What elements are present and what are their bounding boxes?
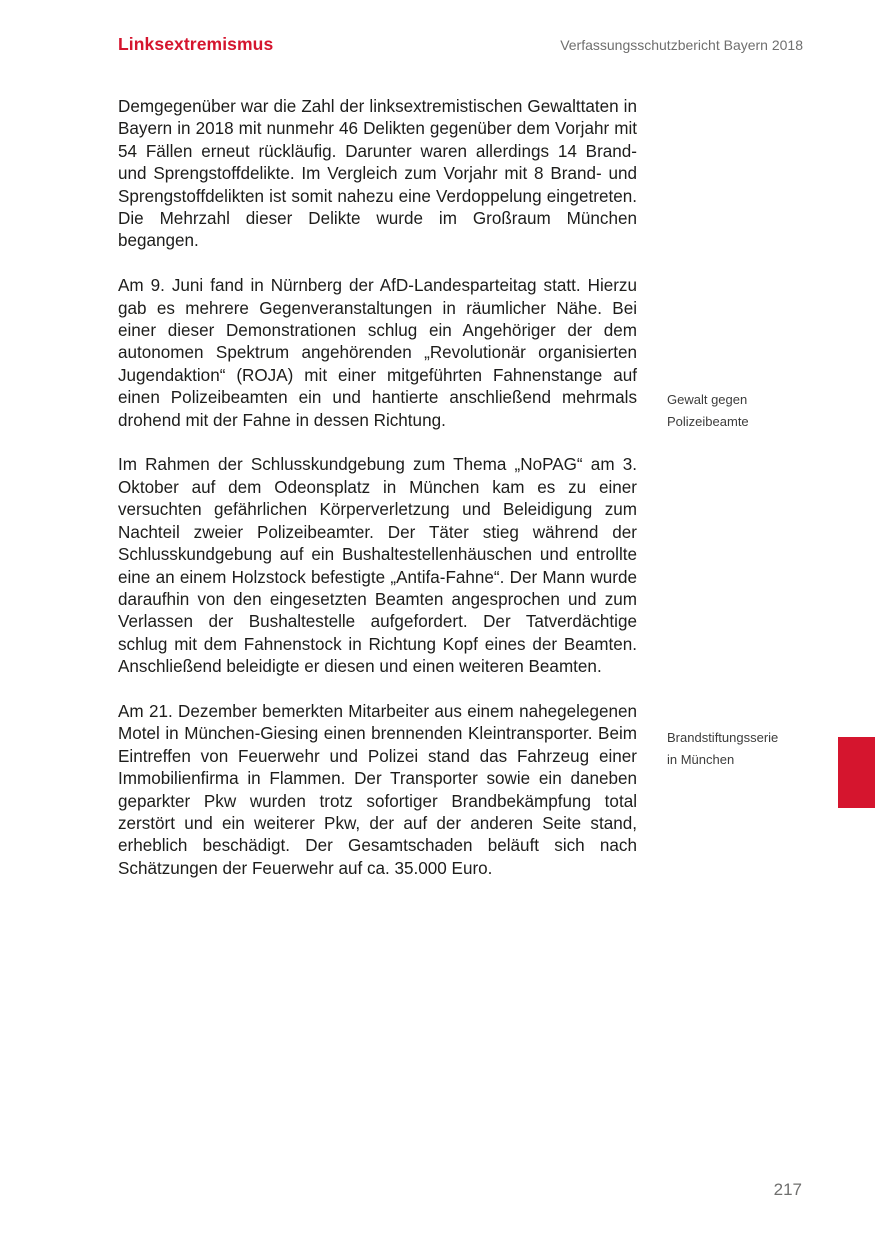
main-text — [118, 96, 637, 903]
paragraph: Am 21. Dezember bemerkten Mitarbeiter aus einem nahegelegenen Motel in München-Giesing einen brennenden Kleintransporter. Beim Eintreffen von Feuerwehr und Polizei stand das Fahrzeug einer Immobilienfirma in Flammen. Der Transporter sowie ein daneben geparkter Pkw wurden trotz sofortiger Brandbekämpfung total zerstört und ein weiterer Pkw, der auf der anderen Seite stand, erheblich beschädigt. Der Gesamtschaden beläuft sich nach Schätzungen der Feuerwehr auf ca. 35.000 Euro. — [118, 701, 637, 878]
paragraph: Demgegenüber war die Zahl der linksextremistischen Gewalttaten in Bayern in 2018 mit nunmehr 46 Delikten gegenüber dem Vorjahr mit 54 Fällen erneut rückläufig. Darunter waren allerdings 14 Brand- und Sprengstoffdelikte. Im Vergleich zum Vorjahr mit 8 Brand- und Sprengstoffdelikten ist somit nahezu eine Verdoppelung eingetreten. Die Mehrzahl dieser Delikte wurde im Großraum München begangen. — [118, 97, 637, 251]
section-title: Linksextremismus — [118, 34, 274, 54]
chapter-thumb-tab — [838, 737, 875, 808]
margin-note-line: Brandstiftungsserie — [667, 730, 779, 745]
paragraph: Am 9. Juni fand in Nürnberg der AfD-Landesparteitag statt. Hierzu gab es mehrere Gegenveranstaltungen in räumlicher Nähe. Bei einer dieser Demonstrationen schlug ein Angehöriger der dem autonomen Spektrum angehörenden „Revolutionär organisierten Jugendaktion“ (ROJA) mit einer mitgeführten Fahnenstange auf einen Polizeibeamten ein und hantierte anschließend mehrmals drohend mit der Fahne in dessen Richtung. — [118, 276, 637, 430]
paragraph: Im Rahmen der Schlusskundgebung zum Thema „NoPAG“ am 3. Oktober auf dem Odeonsplatz in München kam es zu einer versuchten gefährlichen Körperverletzung und Beleidigung zum Nachteil zweier Polizeibeamter. Der Täter stieg während der Schlusskundgebung auf ein Bushaltestellenhäuschen und entrollte eine an einem Holzstock befestigte „Antifa-Fahne“. Der Mann wurde daraufhin von den eingesetzten Beamten angesprochen und zum Verlassen der Bushaltestelle aufgefordert. Der Tatverdächtige schlug mit dem Fahnenstock in Richtung Kopf eines der Beamten. Anschließend beleidigte er diesen und einen weiteren Beamten. — [118, 455, 637, 677]
report-title: Verfassungsschutzbericht Bayern 2018 — [560, 37, 803, 53]
margin-note-line: in München — [667, 752, 735, 767]
page-number: 217 — [773, 1180, 802, 1199]
margin-note-line: Gewalt gegen — [667, 392, 748, 407]
margin-note-arson-series — [667, 727, 797, 771]
margin-note-violence-police — [667, 389, 797, 433]
margin-note-line: Polizeibeamte — [667, 414, 749, 429]
